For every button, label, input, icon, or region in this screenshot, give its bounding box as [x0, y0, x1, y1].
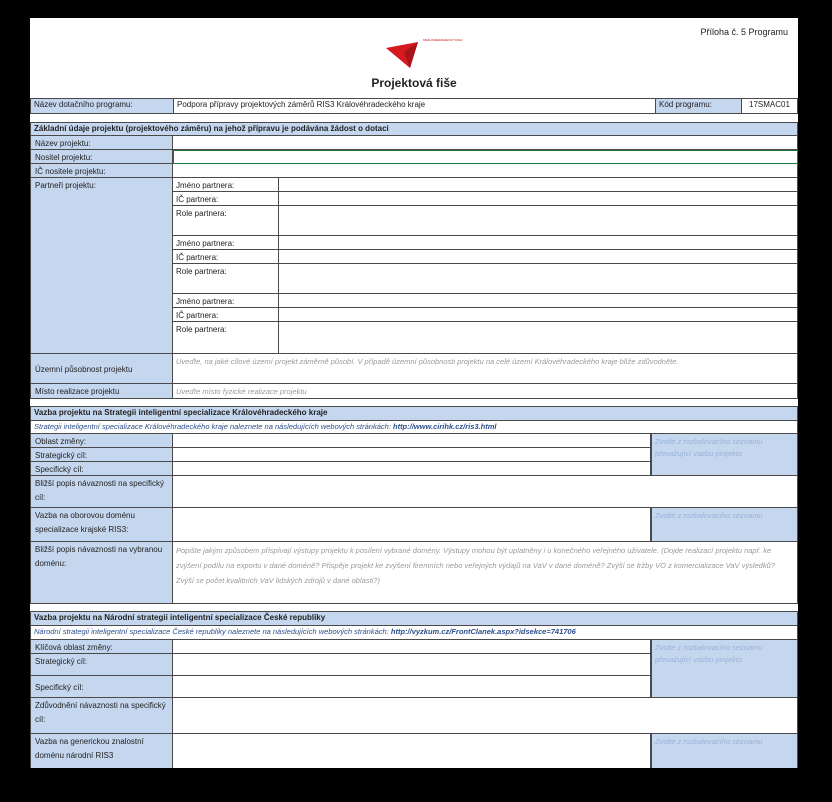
national-strategic-field[interactable] — [173, 654, 651, 676]
ris3-domain-dropdown-hint[interactable]: Zvolte z rozbalovacího seznamu — [651, 508, 798, 542]
holder-id-label: IČ nositele projektu: — [30, 164, 173, 178]
national-justify-label: Zdůvodnění návaznosti na specifický cíl: — [30, 698, 173, 734]
ris3-source-text: Strategii inteligentní specializace Královéhradeckého kraje naleznete na následujících webových stránkách: — [34, 422, 391, 431]
place-label: Místo realizace projektu — [30, 384, 173, 399]
logo-text: KRÁLOVÉHRADECKÝ KRAJ — [423, 38, 463, 42]
territory-label: Územní působnost projektu — [30, 354, 173, 384]
partners-label: Partneři projektu: — [30, 178, 173, 354]
project-holder-field[interactable] — [173, 150, 798, 164]
partner-1-name-field[interactable] — [279, 178, 798, 192]
partner-2-id-field[interactable] — [279, 250, 798, 264]
place-field[interactable]: Uveďte místo fyzické realizace projektu — [173, 384, 798, 399]
partner-3-role-field[interactable] — [279, 322, 798, 354]
national-source-text: Národní strategii inteligentní specializace České republiky naleznete na následujících webových stránkách: — [34, 627, 389, 636]
project-form-sheet — [30, 18, 798, 768]
national-area-field[interactable] — [173, 640, 651, 654]
national-strategic-label: Strategický cíl: — [30, 654, 173, 676]
ris3-domain-label: Vazba na oborovou doménu specializace krajské RIS3: — [30, 508, 173, 542]
ris3-source-link[interactable]: http://www.cirihk.cz/ris3.html — [392, 422, 497, 431]
holder-id-field[interactable] — [173, 164, 798, 178]
partner-2-name-field[interactable] — [279, 236, 798, 250]
program-row — [30, 98, 798, 114]
national-source-note — [30, 626, 798, 640]
page-title: Projektová fiše — [371, 76, 457, 90]
national-specific-label: Specifický cíl: — [30, 676, 173, 698]
program-code-field[interactable]: 17SMAC01 — [749, 100, 790, 109]
ris3-strategic-field[interactable] — [173, 448, 651, 462]
partner-3-name-label: Jméno partnera: — [173, 294, 279, 308]
ris3-detail-field[interactable] — [173, 476, 798, 508]
annex-label: Příloha č. 5 Programu — [700, 27, 788, 37]
ris3-section-header: Vazba projektu na Strategii inteligentní specializace Královéhradeckého kraje — [30, 406, 798, 421]
region-logo — [384, 38, 448, 70]
partner-3-name-field[interactable] — [279, 294, 798, 308]
partner-1-role-label: Role partnera: — [173, 206, 279, 236]
national-generic-label: Vazba na generickou znalostní doménu národní RIS3 — [30, 734, 173, 768]
project-name-field[interactable] — [173, 136, 798, 150]
ris3-source-note — [30, 421, 798, 434]
national-justify-field[interactable] — [173, 698, 798, 734]
partner-1-name-label: Jméno partnera: — [173, 178, 279, 192]
project-holder-label: Nositel projektu: — [30, 150, 173, 164]
partner-2-role-label: Role partnera: — [173, 264, 279, 294]
program-label: Název dotačního programu: — [31, 99, 174, 113]
program-name-field[interactable]: Podpora přípravy projektových záměrů RIS3 Královéhradeckého kraje — [174, 99, 656, 113]
partner-2-id-label: IČ partnera: — [173, 250, 279, 264]
program-code-label: Kód programu: — [656, 99, 742, 113]
ris3-strategic-label: Strategický cíl: — [30, 448, 173, 462]
partner-2-name-label: Jméno partnera: — [173, 236, 279, 250]
partner-3-id-field[interactable] — [279, 308, 798, 322]
ris3-specific-label: Specifický cíl: — [30, 462, 173, 476]
ris3-domain-field[interactable] — [173, 508, 651, 542]
ris3-specific-field[interactable] — [173, 462, 651, 476]
national-generic-dropdown-hint[interactable]: Zvolte z rozbalovacího seznamu — [651, 734, 798, 768]
national-source-link[interactable]: http://vyzkum.cz/FrontClanek.aspx?idsekce=741706 — [390, 627, 576, 636]
ris3-domain-detail-label: Bližší popis návaznosti na vybranou doménu: — [30, 542, 173, 604]
partner-3-id-label: IČ partnera: — [173, 308, 279, 322]
partner-1-role-field[interactable] — [279, 206, 798, 236]
partner-2-role-field[interactable] — [279, 264, 798, 294]
ris3-detail-label: Bližší popis návaznosti na specifický cíl: — [30, 476, 173, 508]
partner-1-id-field[interactable] — [279, 192, 798, 206]
national-section-header: Vazba projektu na Národní strategii inteligentní specializace České republiky — [30, 611, 798, 626]
project-name-label: Název projektu: — [30, 136, 173, 150]
ris3-side-dropdown-hint[interactable]: Zvolte z rozbalovacího seznamu převažující vazbu projektu — [651, 434, 798, 476]
basic-section-header: Základní údaje projektu (projektového záměru) na jehož přípravu je podávána žádost o dotaci — [30, 122, 798, 136]
national-side-dropdown-hint[interactable]: Zvolte z rozbalovacího seznamu převažující vazbu projektu — [651, 640, 798, 698]
ris3-area-field[interactable] — [173, 434, 651, 448]
partner-3-role-label: Role partnera: — [173, 322, 279, 354]
national-area-label: Klíčová oblast změny: — [30, 640, 173, 654]
national-specific-field[interactable] — [173, 676, 651, 698]
ris3-domain-detail-field[interactable]: Popište jakým způsobem přispívají výstupy projektu k posílení vybrané domény. Výstupy mohou být uplatněny i u konečného veřejného uživatele. (Dojde realizací projektu např. ke zvýšení podílu na exportu v dané doméně? Přispěje projekt ke zvýšení firemních nebo veřejných výdajů na VaV v dané doméně? Zvýší se tržby VO z komercializace VaV výsledků? Zvýší se počet kvalitních VaV lidských zdrojů v dané oblasti?) — [173, 542, 798, 604]
partner-1-id-label: IČ partnera: — [173, 192, 279, 206]
ris3-area-label: Oblast změny: — [30, 434, 173, 448]
territory-field[interactable]: Uveďte, na jaké cílové území projekt záměrně působí. V případě územní působnosti projektu na celé území Královéhradeckého kraje blíže zdůvodněte. — [173, 354, 798, 384]
national-generic-field[interactable] — [173, 734, 651, 768]
